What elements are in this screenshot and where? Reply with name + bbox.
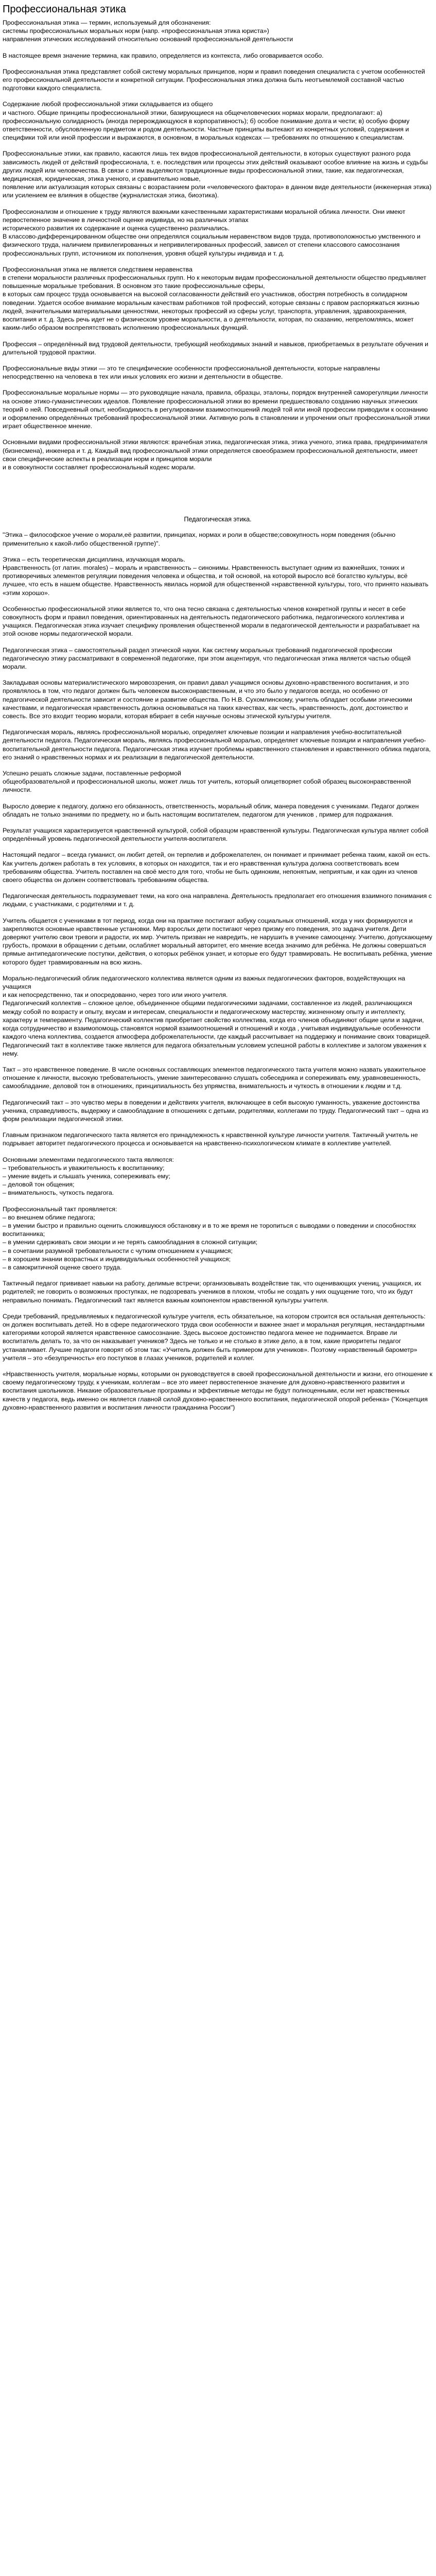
intro-item-2: направления этических исследований относительно оснований профессиональной деятельности bbox=[3, 36, 293, 43]
paragraph-trust: Выросло доверие к педагогу, должно его обязанность, ответственность, моральный облик, манера поведения с учениками. Педагог должен обладать не только знаниями по предмету, но и быть настоящим воспитателем, педагогом для учеников , пример для подражания. bbox=[3, 802, 419, 818]
section-heading: Педагогическая этика. bbox=[184, 516, 252, 523]
paragraph-history: Профессиональные моральные нормы — это руководящие начала, правила, образцы, эталоны, порядок внутренней саморегуляции личности на основе этико-гуманистических идеалов. Появление профессиональной этики во времени предшествовало созданию научных этических теорий о ней. Повседневный опыт, необходимость в регулировании взаимоотношений людей той или иной профессии приводили к осознанию и оформлению определённых требований профессиональной этики. Активную роль в становлении и упрочении опыт профессиональной этики играет общественное мнение. bbox=[3, 389, 430, 430]
paragraph-responsibility: Учитель общается с учениками в тот период, когда они на практике постигают азбуку социальных отношений, когда у них формируются и закрепляются основные нравственные установки. Мир взрослых дети постигают через призму его поведения, это задача учителя. Дети доверяют учителю свои тревоги и радости, их мир. Учитель призван не навредить, не нарушить в ученике самооценку. Учителю, допускающему грубость, промахи в обращении с детьми, ослабляет моральный авторитет, его мнение всегда значимо для ребёнка. Не должны совершаться прямые антипедагогические поступки, действия, о которых ребёнок узнает, и которые его будут травмировать. Не воспитывать ребёнка, умение которого будет травмированным на всю жизнь. bbox=[3, 917, 432, 966]
paragraph-moral-traits: Профессиональные виды этики — это те специфические особенности профессиональной деятельности, которые направлены непосредственно на человека в тех или иных условиях его жизни и деятельности в обществе. bbox=[3, 364, 380, 381]
paragraph-tact-ethics: Среди требований, предъявляемых к педагогической культуре учителя, есть обязательное, на котором строится вся остальная деятельность: он должен воспитывать детей. Но в сфере педагогического труда свои особенности и важнее знает и моральная регуляция, нестандартными категориями которой является нравственное самосознание. Здесь высокое достоинство педагога менее не поднимается. Вправе ли воспитатель делать то, за что он наказывает учеников? Здесь не только и не столько в этике дело, а в том, какие приоритеты педагог устанавливает. Лучшие педагоги говорят об этом так: «Учитель должен быть примером для учеников». Поэтому «нравственный барометр» учителя – это «безупречность» его поступков в глазах учеников, родителей и коллег. bbox=[3, 1312, 426, 1362]
paragraph-uniform: Профессиональная этика не является следствием неравенства в степени моральности различных профессиональных групп. Но к некоторым видам профессиональной деятельности общество предъявляет повышенные моральные требования. В основном это такие профессиональные сферы, в которых сам процесс труда основывается на высокой согласованности действий его участников, обостряя потребность в солидарном поведении. Удается особое внимание моральным качествам работников той профессий, которые связаны с правом распоряжаться жизнью людей, значительными материальными ценностями, некоторых профессий из сферы услуг, транспорта, управления, здравоохранения, воспитания и т. д. Здесь речь идет не о физическом уровне моральности, а о деятельности, которая, по сказанию, непреломляясь, может каким-либо образом воспрепятствовать исполнению профессиональных функций. bbox=[3, 265, 427, 332]
tact-manifest-title: Профессиональный такт проявляется: bbox=[3, 1205, 117, 1213]
paragraph-ethics-science: Этика – есть теоретическая дисциплина, изучающая мораль. Нравственность (от латин. morales) – мораль и нравственность – синонимы. Нравственность выступает одним из важнейших, тонких и противоречивых элементов регуляции поведения человека и общества, и той основой, на которой выросло всё богатство культуры, всё лучшее, что есть в нашем обществе. Нравственность явилась нормой для общественной «нравственной культуры, того, что принято называть «этим хорошо». bbox=[3, 555, 429, 597]
tact-elements-list: – требовательность и уважительность к воспитаннику; – умение видеть и слышать ученика, сопереживать ему; – деловой тон общения; – внимательность, чуткость педагога. bbox=[3, 1164, 170, 1197]
tact-manifest-list: – во внешнем облике педагога; – в умении быстро и правильно оценить сложившуюся обстановку и в то же время не торопиться с выводами о поведении и способностях воспитанника; – в умении сдерживать свои эмоции и не терять самообладания в сложной ситуации; – в сочетании разумной требовательности с чутким отношением к учащимся; – в хорошем знании возрастных и индивидуальных особенностей учащихся; – в самокритичной оценке своего труда. bbox=[3, 1213, 416, 1271]
section-spacer bbox=[3, 479, 433, 502]
paragraph-tact-basis: Тактичный педагог прививает навыки на работу, делимые встречи; организовывать воздействие так, что оценивающих учениц, учащихся, их родителей; не говорить о возможных проступках, не подозревать учеников в плохом, чтобы не создать у них ощущение того, что их будут неправильно понимать. Педагогический такт является важным компонентом нравственной культуры учителя. bbox=[3, 1280, 422, 1304]
paragraph-content: Содержание любой профессиональной этики складывается из общего и частного. Общие принципы профессиональной этики, базирующиеся на общечеловеческих нормах морали, предполагают: а) профессиональную солидарность (иногда перерождающуюся в корпоративность); б) особое понимание долга и чести; в) особую форму ответственности, обусловленную предметом и родом деятельности. Частные принципы вытекают из конкретных условий, содержания и специфики той или иной профессии и выражаются, в основном, в моральных кодексах — требованиях по отношению к специалистам. bbox=[3, 100, 410, 142]
paragraph-present-time: В настоящее время значение термина, как правило, определяется из контекста, либо оговаривается особо. bbox=[3, 52, 324, 59]
paragraph-tact-definition: Такт – это нравственное поведение. В числе основных составляющих элементов педагогического такта учителя можно назвать уважительное отношение к личности, высокую требовательность, умение заинтересованно слушать собеседника и сопереживать ему, уравновешенность, самообладание, деловой тон в отношениях, принципиальность без упрямства, внимательность и чуткость в отношении к людям и т.д. bbox=[3, 1065, 426, 1090]
tact-elements-title: Основными элементами педагогического такта являются: bbox=[3, 1156, 174, 1163]
paragraph-ethics-definition: "Этика – философское учение о морали,её развитии, принципах, нормах и роли в обществе;совокупность норм поведения (обычно применительно к какой-либо общественной группе)". bbox=[3, 531, 396, 547]
paragraph-content-morals: Педагогическая мораль, являясь профессиональной моралью, определяет ключевые позиции и направления учебно-воспитательной деятельности педагога. Педагогическая мораль, являясь профессиональной моралью, определяет ключевые позиции и направления учебно-воспитательной деятельности педагога. Педагогическая этика изучает проблемы нравственного становления и нравственного облика педагога, его знаний о нравственных нормах и их реализации в педагогической деятельности. bbox=[3, 728, 431, 761]
paragraph-morality: Профессионализм и отношение к труду являются важными качественными характеристиками моральной облика личности. Они имеют первостепенное значение в личностной оценке индивида, но на различных этапах исторического развития их содержание и оценка существенно различались. В классово-дифференцированном обществе они определялся социальным неравенством видов труда, противоположностью умственного и физического труда, наличием привилегированных и непривилегированных профессий, зависел от степени классового самосознания профессиональных групп, источником их пополнения, уровня общей культуры индивида и т. д. bbox=[3, 208, 421, 257]
paragraph-personal: Успешно решать сложные задачи, поставленные реформой общеобразовательной и профессиональной школы, может лишь тот учитель, который олицетворяет собой образец высоконравственной личности. bbox=[3, 770, 411, 794]
intro-definition: Профессиональная этика — термин, используемый для обозначения: bbox=[3, 19, 211, 26]
paragraph-culture: Результат учащихся характеризуется нравственной культурой, собой образцом нравственной культуры. Педагогическая культура являет собой определённый уровень педагогической деятельности учителя-воспитателя. bbox=[3, 827, 429, 843]
paragraph-pedagogical-kinds: Основными видами профессиональной этики являются: врачебная этика, педагогическая этика, этика ученого, этика права, предпринимателя (бизнесмена), инженера и т. д. Каждый вид профессиональной этики определяется своеобразием профессиональной деятельности, имеет свои специфические аспекты в реализации норм и принципов морали и в совокупности составляет профессиональный кодекс морали. bbox=[3, 438, 428, 471]
paragraph-tact-expression: Педагогический такт – это чувство меры в поведении и действиях учителя, включающее в себя высокую гуманность, уважение достоинства ученика, справедливость, выдержку и самообладание в отношениях с детьми, родителями, коллегами по труду. Педагогический такт – одна из форм реализации педагогической этики. bbox=[3, 1098, 429, 1123]
paragraph-concept-quote: «Нравственность учителя, моральные нормы, которыми он руководствуется в своей профессиональной деятельности и жизни, его отношение к своему педагогическому труду, к ученикам, коллегам – все это имеет первостепенное значение для духовно-нравственного развития и воспитания школьников. Никакие образовательные программы и эффективные методы не будут полноценными, если нет нравственных качеств у педагога, ведь именно он является главной силой духовно-нравственного воспитания, педагогической опорой ребенка» ("Концепция духовно-нравственного развития и воспитания личности гражданина России") bbox=[3, 1370, 433, 1411]
paragraph-collective: Морально-педагогический облик педагогического коллектива является одним из важных педагогических факторов, воздействующих на учащихся и как непосредственно, так и опосредованно, через того или иного учителя. Педагогический коллектив – сложное целое, объединенное общими педагогическими задачами, составленное из людей, различающихся между собой по возрасту и опыту, вкусам и интересам, специальности и педагогическому мастерству, жизненному опыту и интеллекту, характеру и темпераменту. Педагогический коллектив приобретает свойство коллектива, когда его членов объединяют общие цели и задачи, когда сотрудничество и взаимопомощь становятся нормой взаимоотношений и отношений и когда , учитывая индивидуальные особенности каждого члена коллектива, создается атмосфера доброжелательности, где каждый рассчитывает на поддержку и понимание своих товарищей. Педагогический такт в коллективе также является для педагога обязательным условием успешной работы в коллективе и залогом уважения к нему. bbox=[3, 974, 431, 1057]
paragraph-field: Закладывая основы материалистического мировоззрения, он правил давал учащимся основы духовно-нравственного воспитания, и это проявлялось в том, что педагог должен быть человеком высоконравственным, и что это было у педагогов всегда, но особенно от педагогической деятельности зависит и состояние и развитие общества. По Н.В. Сухомлинскому, учитель обладает особыми этическими качествами, и педагогическая нравственность должна основываться на таких качествах, как честь, нравственность, долг, достоинство и совесть. Все это входит теорию морали, которая вбирает в себя научные основы этической культуры учителя. bbox=[3, 679, 412, 720]
paragraph-types: Профессиональные этики, как правило, касаются лишь тех видов профессиональной деятельности, в которых существуют разного рода зависимость людей от действий профессионала, т. е. последствия или процессы этих действий оказывают особое влияние на жизнь и судьбы других людей или человечества. В связи с этим выделяются традиционные виды профессиональной этики, такие, как педагогическая, медицинская, юридическая, этика ученого, и сравнительно новые, появление или актуализация которых связаны с возрастанием роли «человеческого фактора» в данном виде деятельности (инженерная этика) или усилением ее влияния в обществе (журналистская этика, биоэтика). bbox=[3, 150, 432, 199]
page-title: Профессиональная этика bbox=[3, 4, 126, 15]
paragraph-specifics: Особенностью профессиональной этики является то, что она тесно связана с деятельностью членов конкретной группы и несет в себе совокупность форм и правил поведения, ориентированных на деятельность педагогического работника, педагогического коллектива и учащихся. Педагогическая этика изучает специфику проявления общественной морали в педагогической деятельности и разрабатывает на этой основе нормы педагогической морали. bbox=[3, 605, 420, 638]
paragraph-profession: Профессия – определённый вид трудовой деятельности, требующий необходимых знаний и навыков, приобретаемых в результате обучения и длительной трудовой практики. bbox=[3, 340, 429, 356]
intro-item-1: системы профессиональных моральных норм (напр. «профессиональная этика юриста») bbox=[3, 27, 269, 35]
paragraph-principles: Главным признаком педагогического такта является его принадлежность к нравственной культуре личности учителя. Тактичный учитель не подрывает авторитет педагогического процесса и основывается на нравственно-психологическом климате в коллективе учителей. bbox=[3, 1131, 418, 1147]
paragraph-requirements: Педагогическая деятельность подразумевает теми, на кого она направлена. Деятельность предполагает его отношения взаимного понимания с людьми, с участниками, с родителями и т. д. bbox=[3, 892, 432, 908]
paragraph-discipline: Педагогическая этика – самостоятельный раздел этической науки. Как систему моральных требований педагогической профессии педагогическую этику рассматривают в современной педагогике, при этом акцентируя, что педагогическая этика является частью общей морали. bbox=[3, 646, 411, 670]
paragraph-system: Профессиональная этика представляет собой систему моральных принципов, норм и правил поведения специалиста с учетом особенностей его профессиональной деятельности и конкретной ситуации. Профессиональная этика должна быть неотъемлемой составной частью подготовки каждого специалиста. bbox=[3, 67, 425, 92]
paragraph-love: Настоящий педагог – всегда гуманист, он любит детей, он терпелив и доброжелателен, он понимает и принимает ребенка таким, какой он есть. Как учитель должен работать в тех условиях, в которых он находится, так и его нравственная культура должна соответствовать всем требованиям общества. Учитель поставлен на своё место для того, чтобы не быть одиноким, непонятым, неприятым, и как один из членов своего общества он должен соответствовать требованиям общества. bbox=[3, 851, 431, 884]
